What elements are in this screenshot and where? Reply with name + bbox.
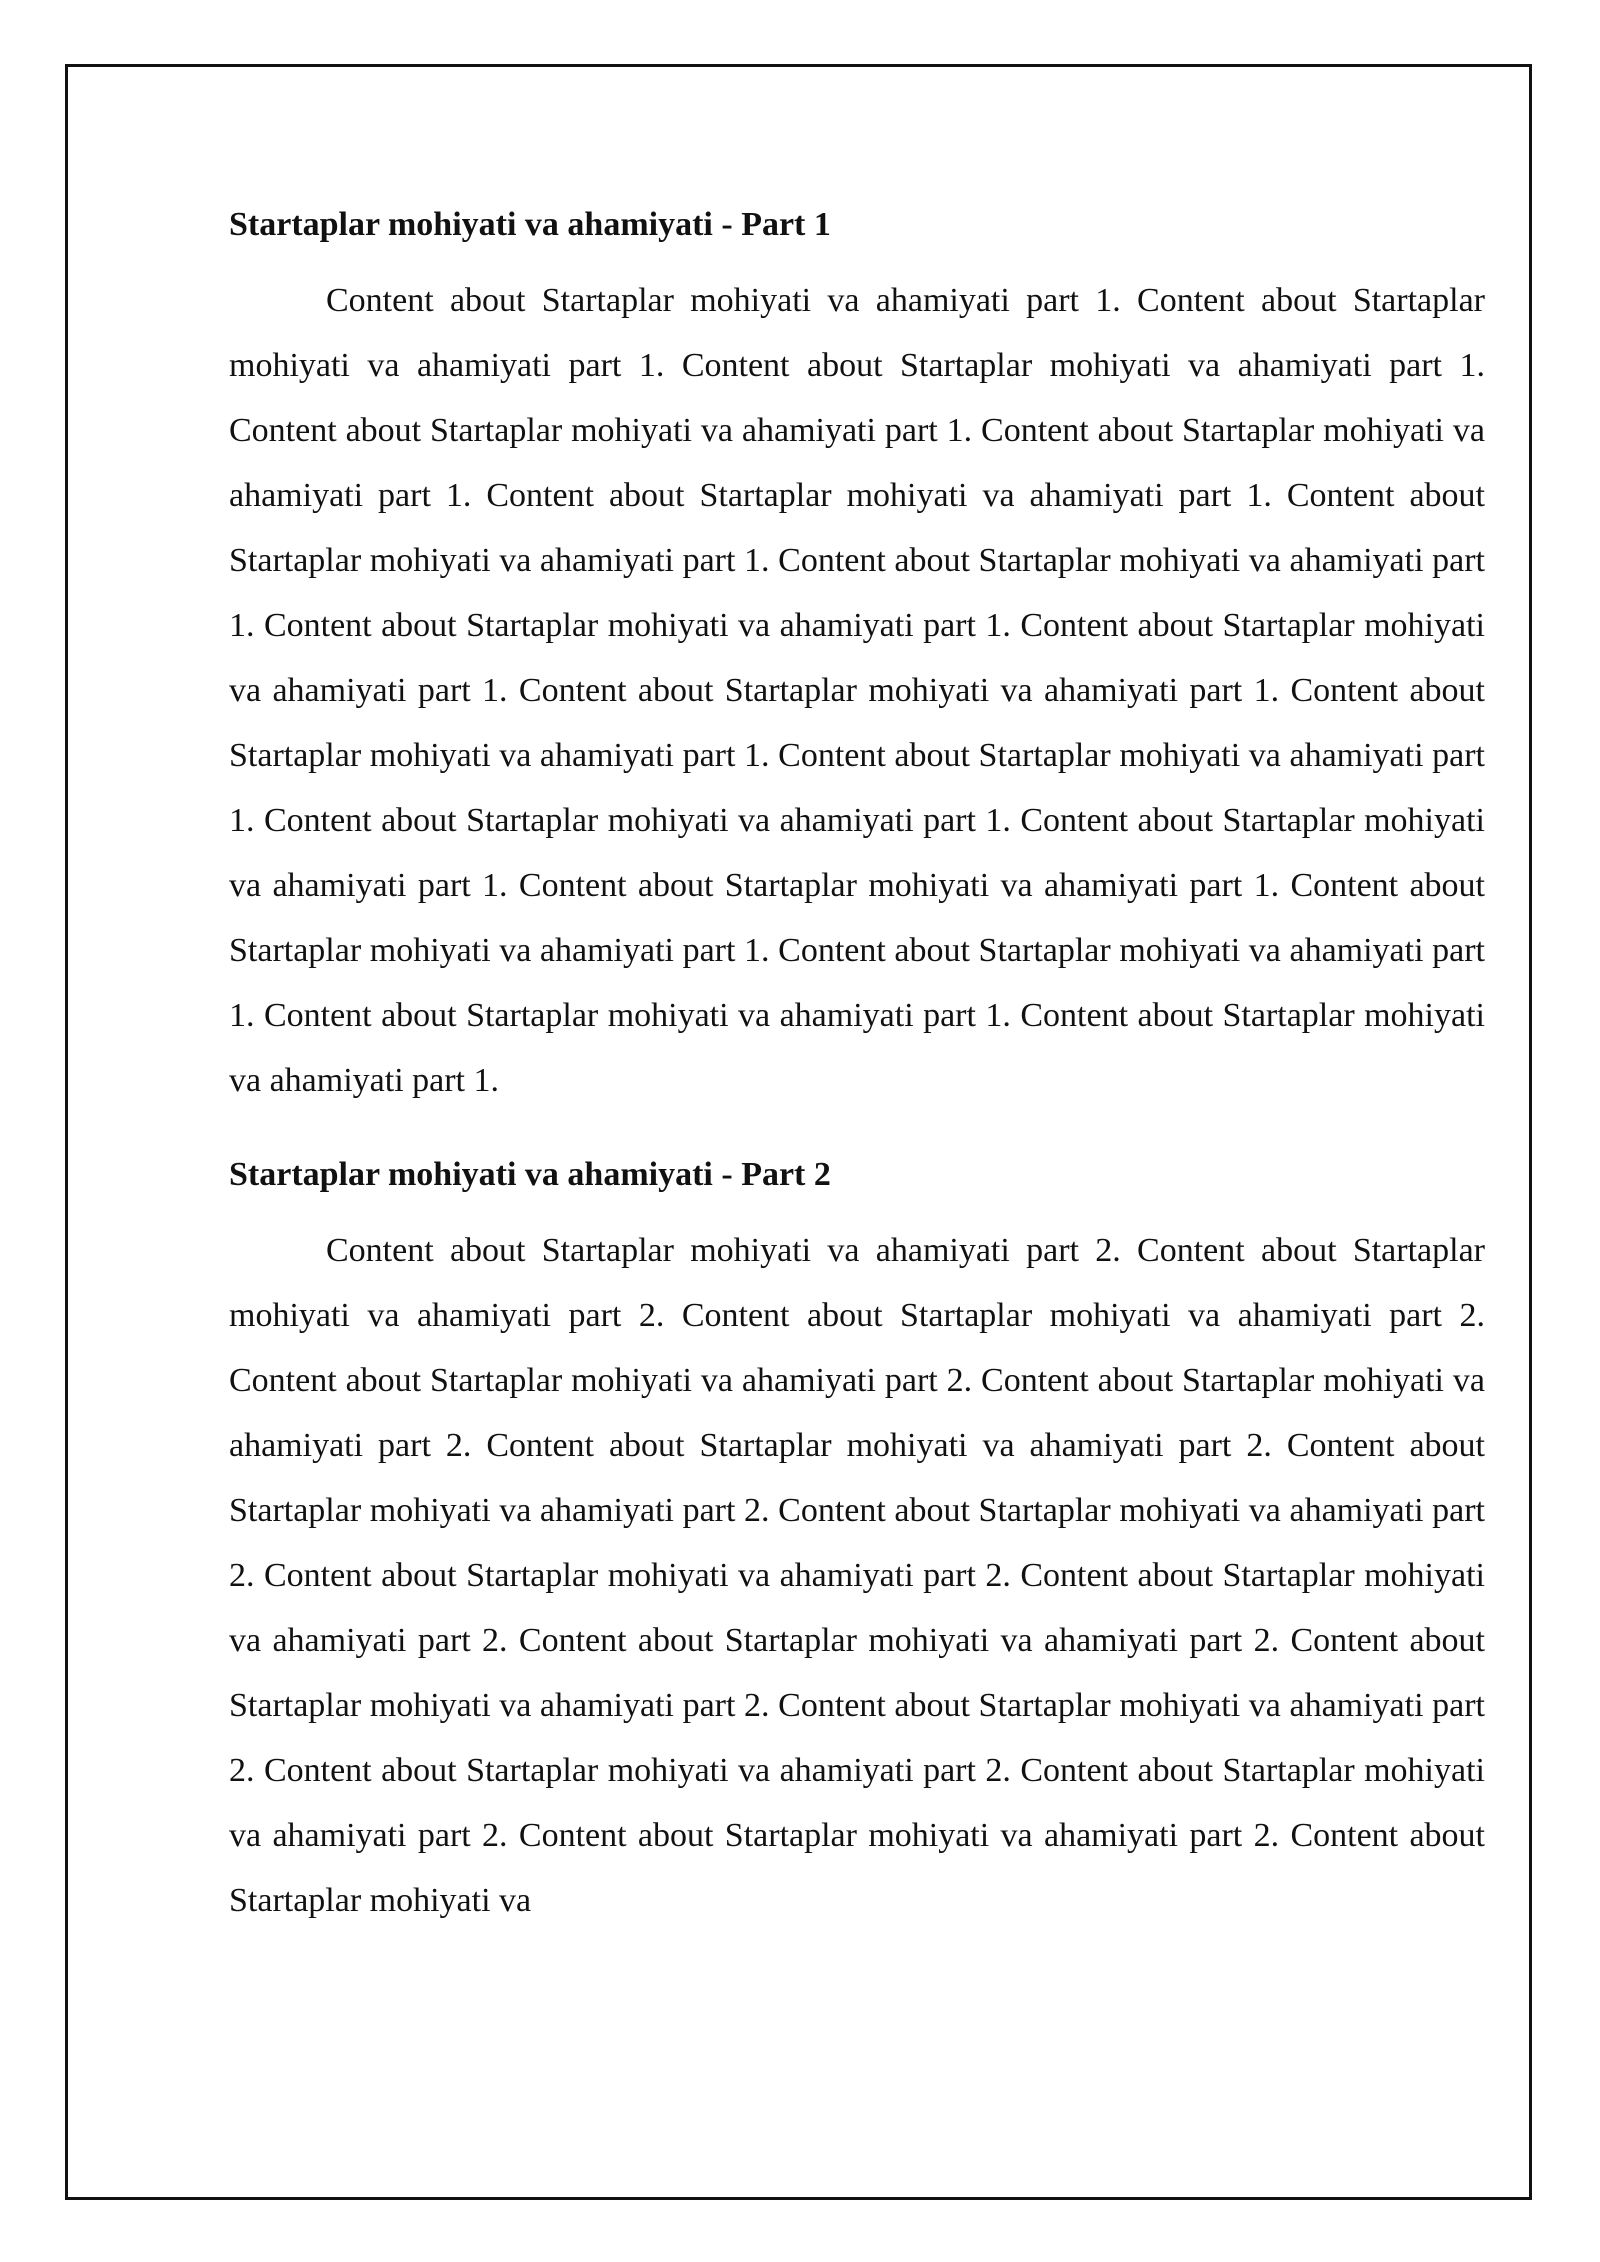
section-part-1 (229, 196, 1485, 1113)
document-content (229, 196, 1485, 1933)
section-part-2 (229, 1146, 1485, 1933)
section-paragraph: Content about Startaplar mohiyati va ahamiyati part 2. Content about Startaplar mohiyati va ahamiyati part 2. Content about Startaplar mohiyati va ahamiyati part 2. Content about Startaplar mohiyati va ahamiyati part 2. Content about Startaplar mohiyati va ahamiyati part 2. Content about Startaplar mohiyati va ahamiyati part 2. Content about Startaplar mohiyati va ahamiyati part 2. Content about Startaplar mohiyati va ahamiyati part 2. Content about Startaplar mohiyati va ahamiyati part 2. Content about Startaplar mohiyati va ahamiyati part 2. Content about Startaplar mohiyati va ahamiyati part 2. Content about Startaplar mohiyati va ahamiyati part 2. Content about Startaplar mohiyati va ahamiyati part 2. Content about Startaplar mohiyati va ahamiyati part 2. Content about Startaplar mohiyati va ahamiyati part 2. Content about Startaplar mohiyati va ahamiyati part 2. Content about Startaplar mohiyati va (229, 1232, 1485, 1919)
section-heading: Startaplar mohiyati va ahamiyati - Part 2 (229, 1156, 831, 1193)
section-paragraph: Content about Startaplar mohiyati va ahamiyati part 1. Content about Startaplar mohiyati va ahamiyati part 1. Content about Startaplar mohiyati va ahamiyati part 1. Content about Startaplar mohiyati va ahamiyati part 1. Content about Startaplar mohiyati va ahamiyati part 1. Content about Startaplar mohiyati va ahamiyati part 1. Content about Startaplar mohiyati va ahamiyati part 1. Content about Startaplar mohiyati va ahamiyati part 1. Content about Startaplar mohiyati va ahamiyati part 1. Content about Startaplar mohiyati va ahamiyati part 1. Content about Startaplar mohiyati va ahamiyati part 1. Content about Startaplar mohiyati va ahamiyati part 1. Content about Startaplar mohiyati va ahamiyati part 1. Content about Startaplar mohiyati va ahamiyati part 1. Content about Startaplar mohiyati va ahamiyati part 1. Content about Startaplar mohiyati va ahamiyati part 1. Content about Startaplar mohiyati va ahamiyati part 1. Content about Startaplar mohiyati va ahamiyati part 1. Content about Startaplar mohiyati va ahamiyati part 1. Content about Startaplar mohiyati va ahamiyati part 1. (229, 282, 1485, 1099)
section-heading: Startaplar mohiyati va ahamiyati - Part 1 (229, 206, 831, 243)
